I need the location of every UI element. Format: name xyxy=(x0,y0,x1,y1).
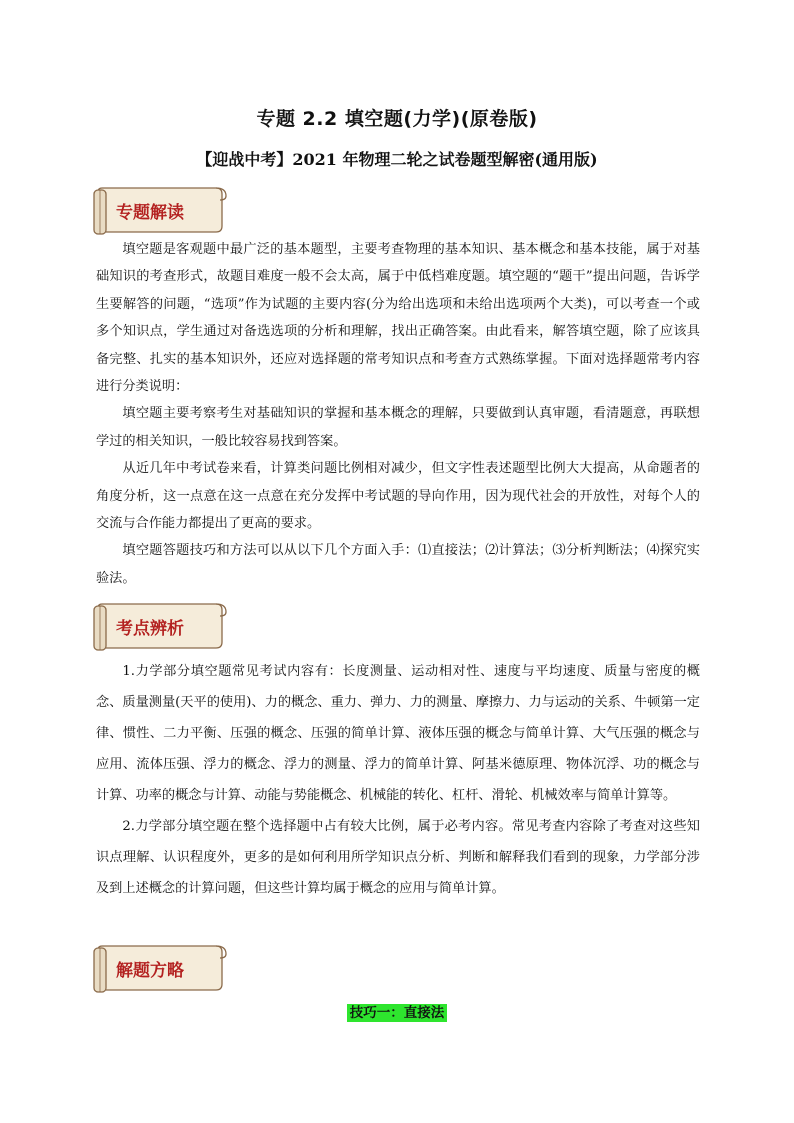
banner-label: 考点辨析 xyxy=(116,619,184,639)
paragraph: 填空题是客观题中最广泛的基本题型，主要考查物理的基本知识、基本概念和基本技能，属于对基础知识的考查形式，故题目难度一般不会太高，属于中低档难度题。填空题的“题干”提出问题，告诉学生要解答的问题，“选项”作为试题的主要内容(分为给出选项和未给出选项两个大类)，可以考查一个或多个知识点，学生通过对备选选项的分析和理解，找出正确答案。由此看来，解答填空题，除了应该具备完整、扎实的基本知识外，还应对选择题的常考知识点和考查方式熟练掌握。下面对选择题常考内容进行分类说明： xyxy=(96,242,700,395)
section-banner-analysis xyxy=(92,602,228,652)
document-title: 专题 2.2 填空题(力学)(原卷版) xyxy=(256,108,538,130)
interpretation-body xyxy=(96,236,700,592)
section-banner-strategy xyxy=(92,944,228,994)
tip-label: 技巧一：直接法 xyxy=(347,1004,448,1022)
section-banner-interpretation xyxy=(92,186,228,236)
paragraph: 1.力学部分填空题常见考试内容有：长度测量、运动相对性、速度与平均速度、质量与密度的概念、质量测量(天平的使用)、力的概念、重力、弹力、力的测量、摩擦力、力与运动的关系、牛顿第一定律、惯性、二力平衡、压强的概念、压强的简单计算、液体压强的概念与简单计算、大气压强的概念与应用、流体压强、浮力的概念、浮力的测量、浮力的简单计算、阿基米德原理、物体沉浮、功的概念与计算、功率的概念与计算、动能与势能概念、机械能的转化、杠杆、滑轮、机械效率与简单计算等。 xyxy=(96,664,700,803)
paragraph: 填空题答题技巧和方法可以从以下几个方面入手：⑴直接法；⑵计算法；⑶分析判断法；⑷探究实验法。 xyxy=(96,543,700,586)
document-subtitle: 【迎战中考】2021 年物理二轮之试卷题型解密(通用版) xyxy=(196,150,598,169)
paragraph: 从近几年中考试卷来看，计算类问题比例相对减少，但文字性表述题型比例大大提高，从命题者的角度分析，这一点意在这一点意在充分发挥中考试题的导向作用，因为现代社会的开放性，对每个人的交流与合作能力都提出了更高的要求。 xyxy=(96,461,700,532)
paragraph: 2.力学部分填空题在整个选择题中占有较大比例，属于必考内容。常见考查内容除了考查对这些知识点理解、认识程度外，更多的是如何利用所学知识点分析、判断和解释我们看到的现象，力学部分涉及到上述概念的计算问题，但这些计算均属于概念的应用与简单计算。 xyxy=(96,819,700,896)
banner-label: 专题解读 xyxy=(116,203,184,223)
banner-label: 解题方略 xyxy=(116,961,184,981)
analysis-body xyxy=(96,656,700,904)
tip-heading xyxy=(0,1001,794,1021)
paragraph: 填空题主要考察考生对基础知识的掌握和基本概念的理解，只要做到认真审题，看清题意，再联想学过的相关知识，一般比较容易找到答案。 xyxy=(96,406,700,449)
